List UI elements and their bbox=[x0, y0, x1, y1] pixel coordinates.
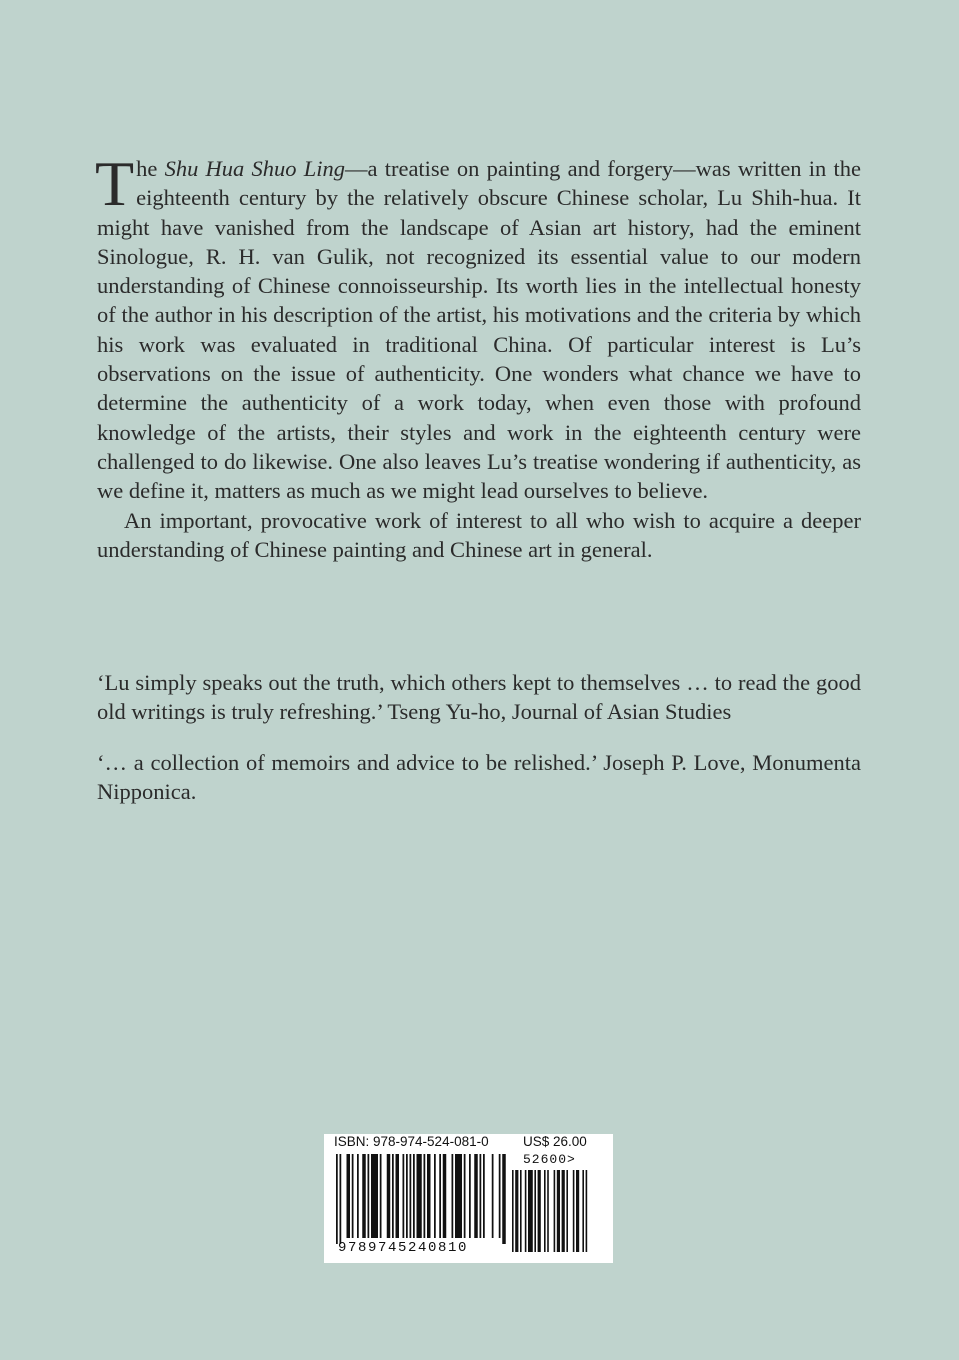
barcode-box bbox=[324, 1134, 613, 1263]
barcode-bar bbox=[464, 1154, 466, 1238]
barcode-bar bbox=[544, 1170, 546, 1252]
barcode-bar bbox=[586, 1170, 588, 1252]
blurb-paragraph-1 bbox=[95, 148, 861, 506]
barcode-bar bbox=[368, 1154, 370, 1238]
barcode-bar bbox=[380, 1154, 382, 1238]
barcode-bar bbox=[534, 1170, 536, 1252]
barcode-bar bbox=[336, 1154, 338, 1244]
barcode-bar bbox=[455, 1154, 462, 1238]
blurb-p1-rest: —a treatise on painting and forgery—was written in the eighteenth century by the relatively obscure Chinese scholar, Lu Shih-hua. It might have vanished from the landscape of Asian art history, had the eminent Sinologue, R. H. van Gulik, not recognized its essential value to our modern understanding of Chinese connoisseurship. Its worth lies in the intellectual honesty of the author in his description of the artist, his motivations and the criteria by which his work was evaluated in traditional China. Of particular interest is Lu’s observations on the issue of authenticity. One wonders what chance we have to determine the authenticity of a work today, when even those with profound knowledge of the artists, their styles and work in the eighteenth century were challenged to do likewise. One also leaves Lu’s treatise wondering if authenticity, as we define it, matters as much as we might lead ourselves to believe. bbox=[97, 156, 861, 504]
barcode-bar bbox=[396, 1154, 400, 1238]
addon-digits: 52600> bbox=[523, 1152, 576, 1167]
ean-barcode bbox=[336, 1154, 506, 1254]
review-quote: ‘… a collection of memoirs and advice to be relished.’ Joseph P. Love, Monumenta Nipponica. bbox=[97, 749, 861, 804]
barcode-bar bbox=[492, 1154, 494, 1238]
barcode-bar bbox=[573, 1170, 575, 1252]
barcode-bar bbox=[515, 1170, 518, 1252]
barcode-bar bbox=[352, 1154, 354, 1238]
back-cover-blurb bbox=[95, 148, 861, 564]
barcode-bar bbox=[392, 1154, 394, 1238]
barcode-bar bbox=[483, 1154, 485, 1238]
barcode-bar bbox=[582, 1170, 584, 1252]
addon-barcode bbox=[512, 1170, 604, 1252]
barcode-bar bbox=[566, 1170, 568, 1252]
barcode-bar bbox=[357, 1154, 359, 1238]
blurb-paragraph-2: An important, provocative work of interest to all who wish to acquire a deeper understanding of Chinese painting and Chinese art in general. bbox=[97, 507, 861, 562]
barcode-bar bbox=[434, 1154, 436, 1238]
barcode-bar bbox=[347, 1154, 351, 1238]
barcode-bar bbox=[520, 1170, 522, 1252]
barcode-bar bbox=[362, 1154, 366, 1238]
barcode-bar bbox=[538, 1170, 541, 1252]
isbn-label: ISBN: 978-974-524-081-0 bbox=[334, 1134, 489, 1149]
ean-digits: 9789745240810 bbox=[338, 1240, 469, 1256]
barcode-bar bbox=[413, 1154, 415, 1238]
barcode-bar bbox=[525, 1170, 527, 1252]
barcode-bar bbox=[576, 1170, 579, 1252]
barcode-bar bbox=[443, 1154, 447, 1238]
barcode-bar bbox=[340, 1154, 342, 1244]
barcode-bar bbox=[452, 1154, 454, 1238]
barcode-bar bbox=[480, 1154, 482, 1238]
barcode-bar bbox=[424, 1154, 426, 1238]
barcode-bar bbox=[406, 1154, 408, 1238]
barcode-bar bbox=[528, 1170, 533, 1252]
barcode-bar bbox=[403, 1154, 405, 1238]
barcode-bar bbox=[469, 1154, 471, 1238]
barcode-bar bbox=[439, 1154, 441, 1238]
price-label: US$ 26.00 bbox=[523, 1134, 587, 1149]
barcode-bar bbox=[474, 1154, 478, 1238]
barcode-bar bbox=[562, 1170, 565, 1252]
book-title: Shu Hua Shuo Ling bbox=[164, 156, 345, 181]
barcode-bar bbox=[387, 1154, 391, 1238]
barcode-bar bbox=[502, 1154, 506, 1244]
blurb-p1-start: he bbox=[136, 156, 165, 181]
barcode-bar bbox=[410, 1154, 412, 1238]
barcode-bar bbox=[547, 1170, 549, 1252]
drop-cap: T bbox=[95, 148, 135, 219]
barcode-bar bbox=[371, 1154, 378, 1238]
review-quote: ‘Lu simply speaks out the truth, which others kept to themselves … to read the good old writings is truly refreshing.’ Tseng Yu-ho, Journal of Asian Studies bbox=[97, 670, 861, 725]
review-quotes bbox=[97, 668, 861, 827]
barcode-bar bbox=[554, 1170, 556, 1252]
barcode-bar bbox=[427, 1154, 431, 1238]
barcode-bar bbox=[512, 1170, 514, 1252]
barcode-bar bbox=[417, 1154, 422, 1238]
barcode-bar bbox=[557, 1170, 560, 1252]
barcode-bar bbox=[499, 1154, 501, 1238]
